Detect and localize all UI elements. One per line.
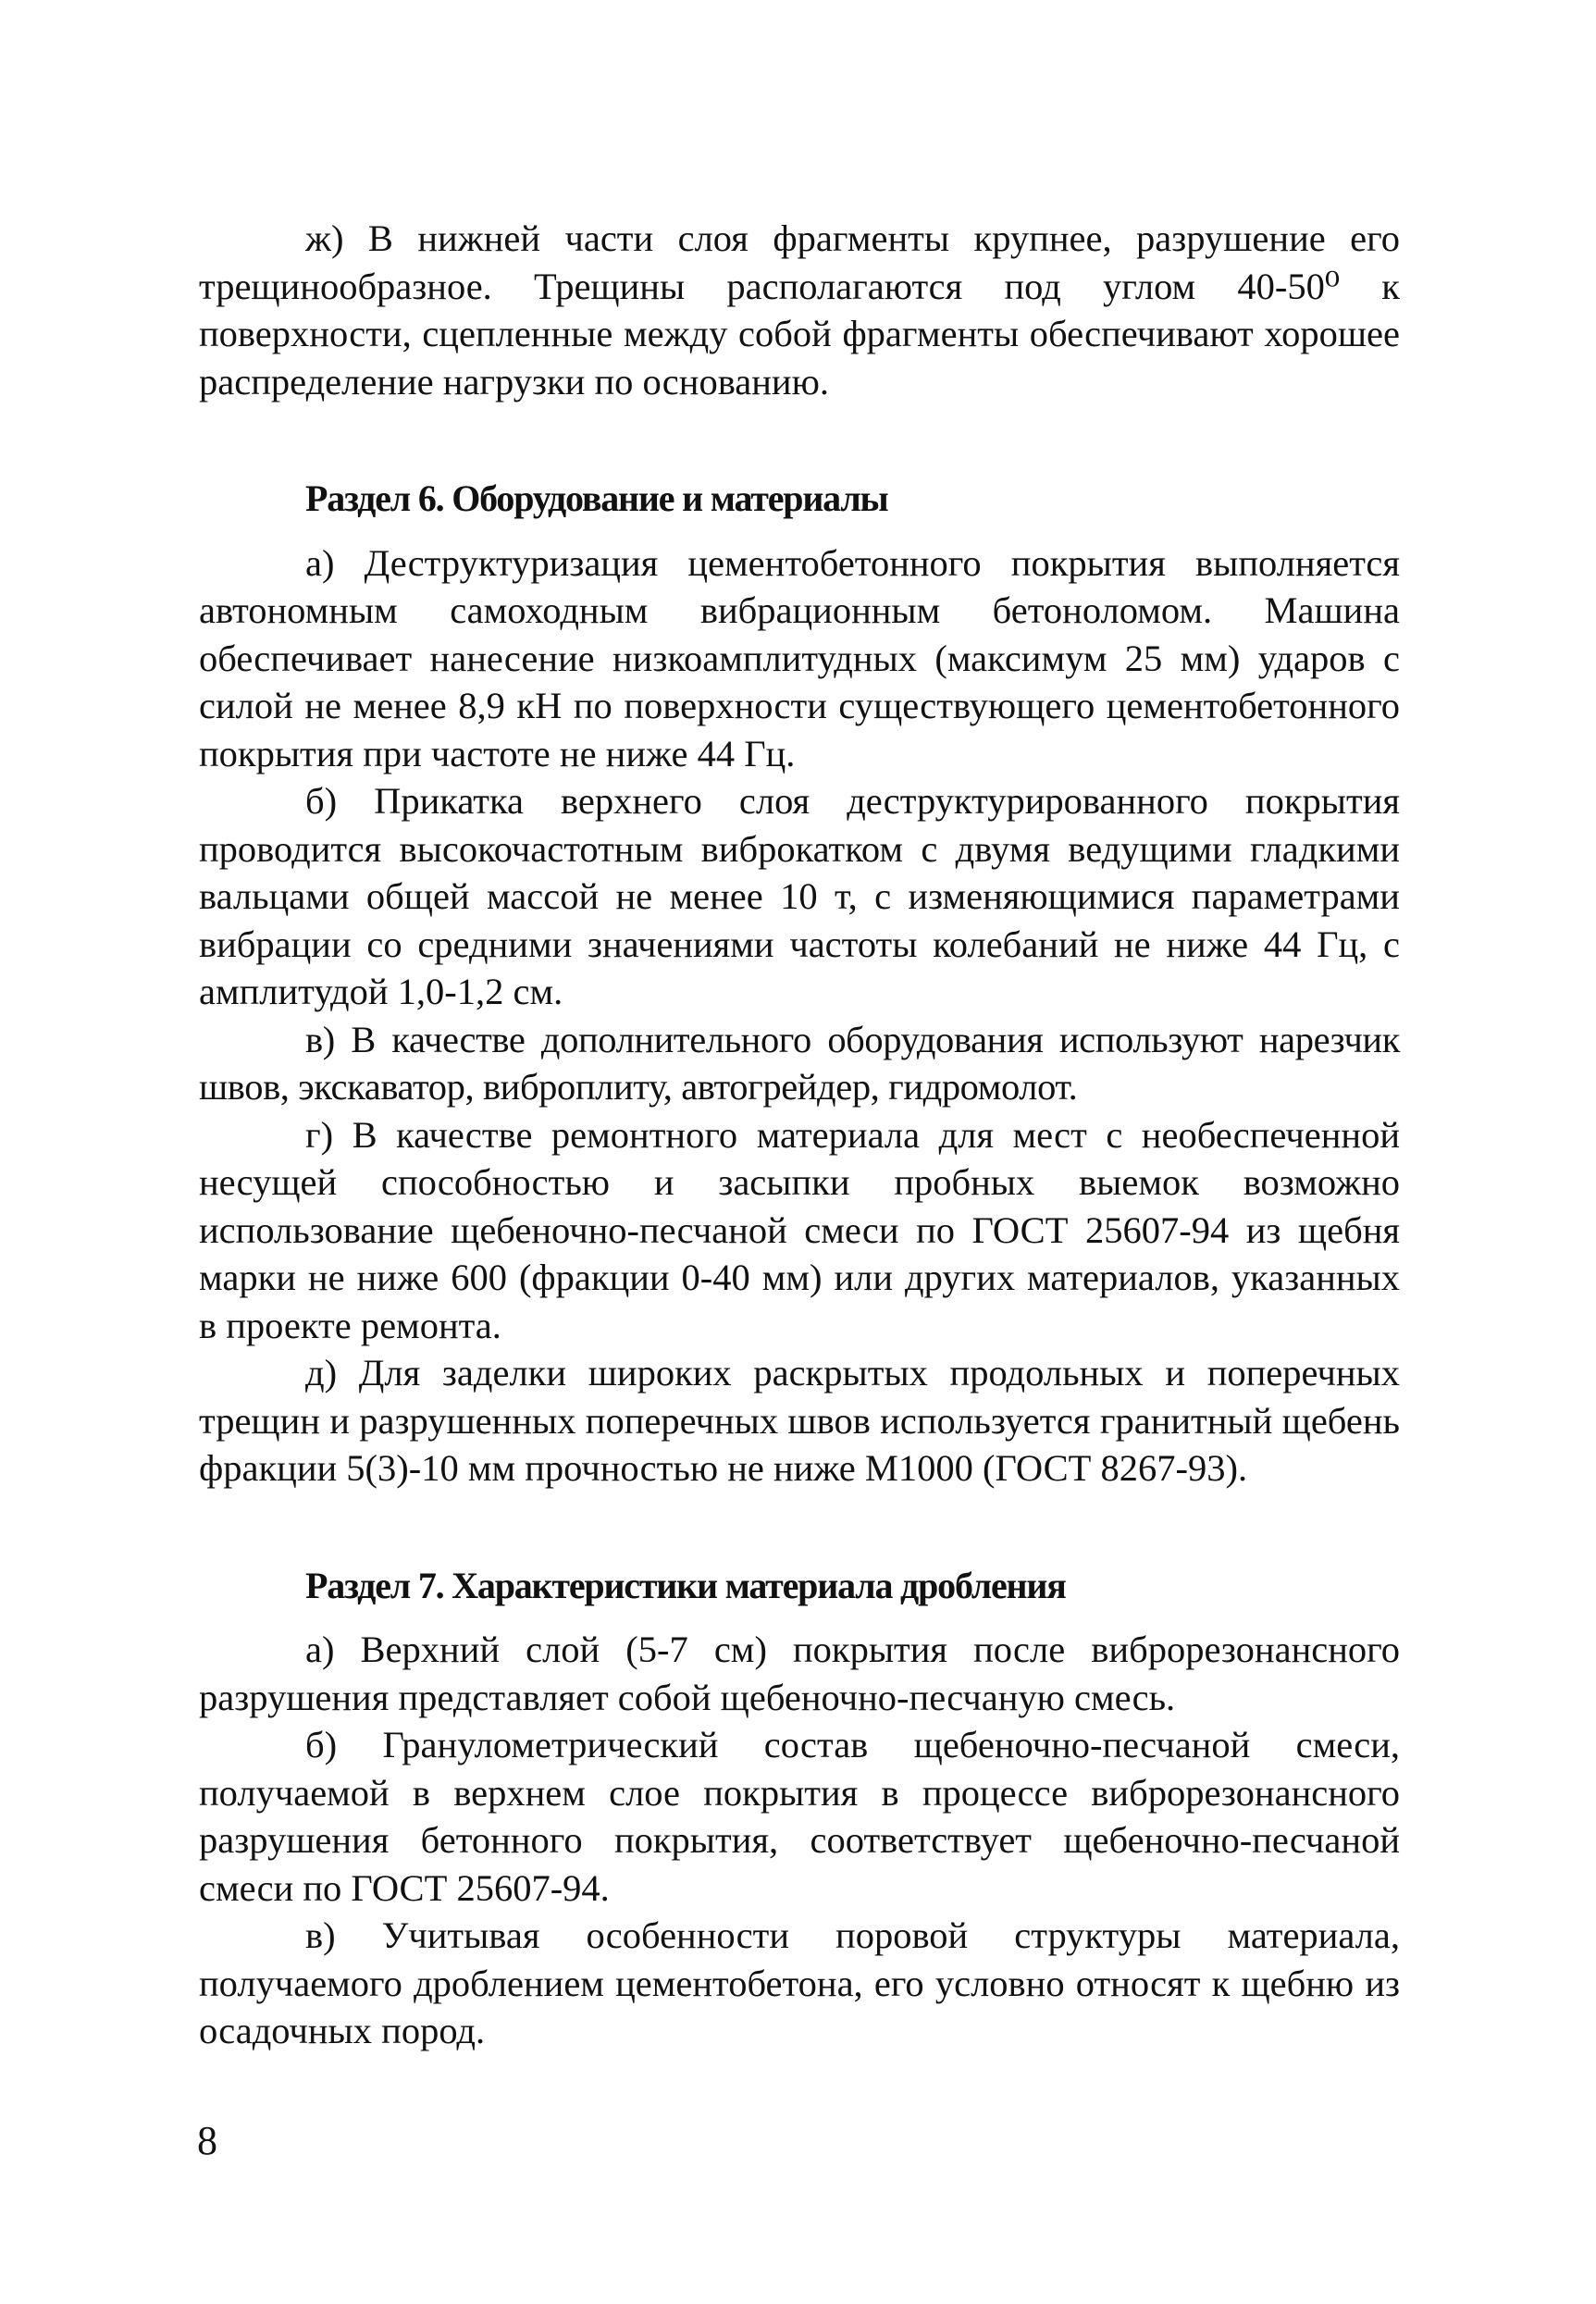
- section-7-paragraph-a: а) Верхний слой (5-7 см) покрытия после виброрезонансного разрушения представляет собой щебеночно-песчаную смесь.: [199, 1629, 1400, 1718]
- page-number: 8: [197, 2118, 217, 2163]
- section-6-paragraph-v: в) В качестве дополнительного оборудования используют нарезчик швов, экскаватор, виброплиту, автогрейдер, гидромолот.: [199, 1018, 1400, 1108]
- section-7-paragraph-v: в) Учитывая особенности поровой структуры материала, получаемого дроблением цементобетона, его условно относят к щебню из осадочных пород.: [199, 1914, 1400, 2051]
- section-6-heading: Раздел 6. Оборудование и материалы: [305, 477, 888, 519]
- paragraph-zh-fragments: ж) В нижней части слоя фрагменты крупнее, разрушение его трещинообразное. Трещины располагаются под углом 40-50⁰ к поверхности, сцепленные между собой фрагменты обеспечивают хорошее распределение нагрузки по основанию.: [199, 217, 1400, 403]
- section-7-heading: Раздел 7. Характеристики материала дробления: [305, 1564, 1066, 1606]
- spacer: [199, 1493, 1400, 1562]
- section-6-paragraph-g: г) В качестве ремонтного материала для мест с необеспеченной несущей способностью и засыпки пробных выемок возможно использование щебеночно-песчаной смеси по ГОСТ 25607-94 из щебня марки не ниже 600 (фракции 0-40 мм) или других материалов, указанных в проекте ремонта.: [199, 1113, 1400, 1346]
- page-content: [199, 215, 1400, 2055]
- section-6-paragraph-b: б) Прикатка верхнего слоя деструктурированного покрытия проводится высокочастотным виброкатком с двумя ведущими гладкими вальцами общей массой не менее 10 т, с изменяющимися параметрами вибрации со средними значениями частоты колебаний не ниже 44 Гц, с амплитудой 1,0-1,2 см.: [199, 780, 1400, 1012]
- section-6-paragraph-a: а) Деструктуризация цементобетонного покрытия выполняется автономным самоходным вибрационным бетоноломом. Машина обеспечивает нанесение низкоамплитудных (максимум 25 мм) ударов с силой не менее 8,9 кН по поверхности существующего цементобетонного покрытия при частоте не ниже 44 Гц.: [199, 541, 1400, 774]
- spacer: [199, 405, 1400, 475]
- section-7-paragraph-b: б) Гранулометрический состав щебеночно-песчаной смеси, получаемой в верхнем слое покрытия в процессе виброрезонансного разрушения бетонного покрытия, соответствует щебеночно-песчаной смеси по ГОСТ 25607-94.: [199, 1724, 1400, 1909]
- section-6-paragraph-d: д) Для заделки широких раскрытых продольных и поперечных трещин и разрушенных поперечных швов используется гранитный щебень фракции 5(3)-10 мм прочностью не ниже М1000 (ГОСТ 8267-93).: [199, 1352, 1400, 1489]
- spacer: [199, 523, 1400, 539]
- spacer: [199, 1609, 1400, 1626]
